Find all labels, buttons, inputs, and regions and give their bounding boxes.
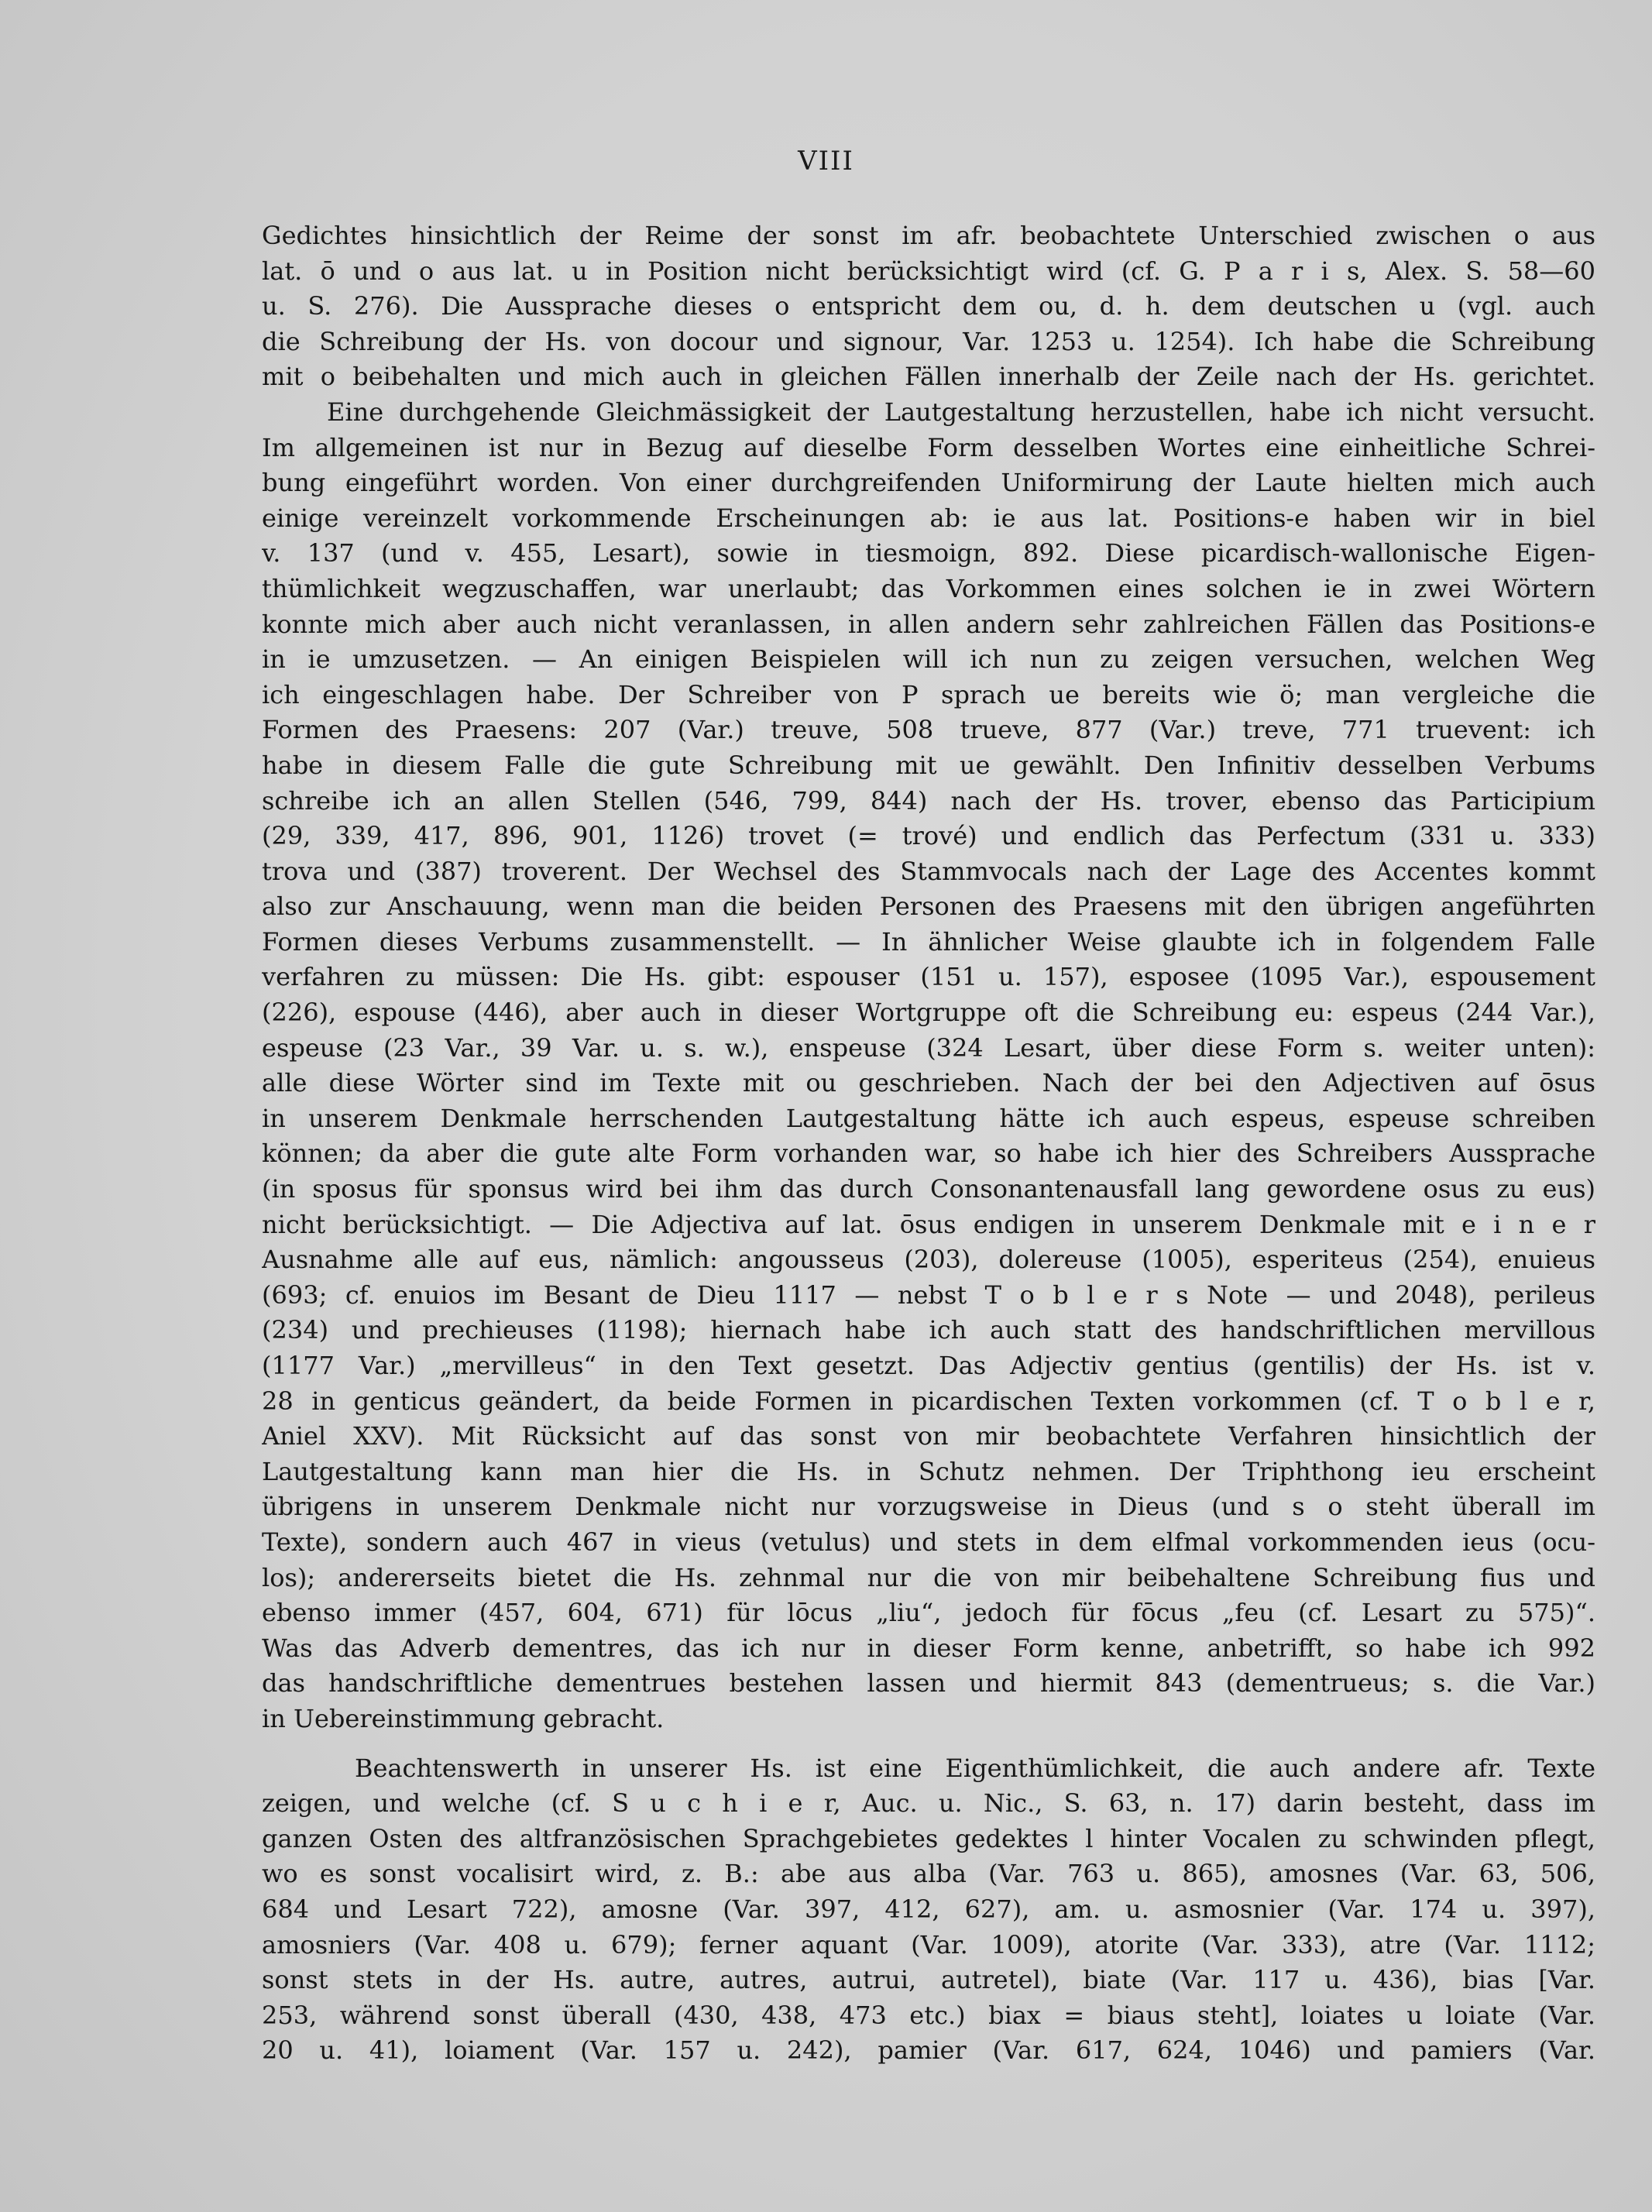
text-line: schreibe ich an allen Stellen (546, 799, 844) nach der Hs. trover, ebenso das Participium xyxy=(262,785,1595,816)
text-line: mit o beibehalten und mich auch in gleichen Fällen innerhalb der Zeile nach der Hs. gerichtet. xyxy=(262,362,1595,392)
text-line: thümlichkeit wegzuschaffen, war unerlaubt; das Vorkommen eines solchen ie in zwei Wörtern xyxy=(262,573,1595,603)
text-line: die Schreibung der Hs. von docour und signour, Var. 1253 u. 1254). Ich habe die Schreibung xyxy=(262,326,1595,356)
text-line: Formen des Praesens: 207 (Var.) treuve, 508 trueve, 877 (Var.) treve, 771 truevent: ich xyxy=(262,715,1595,745)
text-line: verfahren zu müssen: Die Hs. gibt: espouser (151 u. 157), esposee (1095 Var.), espousement xyxy=(262,962,1595,992)
text-line: einige vereinzelt vorkommende Erscheinungen ab: ie aus lat. Positions-e haben wir in biel xyxy=(262,503,1595,533)
text-line: Beachtenswerth in unserer Hs. ist eine Eigenthümlichkeit, die auch andere afr. Texte xyxy=(355,1753,1595,1783)
text-line: v. 137 (und v. 455, Lesart), sowie in tiesmoign, 892. Diese picardisch-wallonische Eigen- xyxy=(262,538,1595,568)
text-line: können; da aber die gute alte Form vorhanden war, so habe ich hier des Schreibers Aussprache xyxy=(262,1139,1595,1169)
text-line: habe in diesem Falle die gute Schreibung mit ue gewählt. Den Infinitiv desselben Verbums xyxy=(262,750,1595,780)
text-line: konnte mich aber auch nicht veranlassen, in allen andern sehr zahlreichen Fällen das Positions-e xyxy=(262,609,1595,639)
text-line: wo es sonst vocalisirt wird, z. B.: abe aus alba (Var. 763 u. 865), amosnes (Var. 63, 506, xyxy=(262,1859,1595,1889)
text-line: Aniel XXV). Mit Rücksicht auf das sonst von mir beobachtete Verfahren hinsichtlich der xyxy=(262,1421,1595,1451)
text-line: sonst stets in der Hs. autre, autres, autrui, autretel), biate (Var. 117 u. 436), bias [Var. xyxy=(262,1965,1595,1995)
text-line: (in sposus für sponsus wird bei ihm das durch Consonantenausfall lang gewordene osus zu eus) xyxy=(262,1174,1595,1204)
text-line: in Uebereinstimmung gebracht. xyxy=(262,1703,665,1733)
text-line: Ausnahme alle auf eus, nämlich: angousseus (203), dolereuse (1005), esperiteus (254), enuieus xyxy=(262,1245,1595,1275)
text-line: los); andererseits bietet die Hs. zehnmal nur die von mir beibehaltene Schreibung fius und xyxy=(262,1562,1595,1592)
paragraph-1 xyxy=(262,218,1595,395)
paragraph-3 xyxy=(262,1751,1595,2069)
text-line: (1177 Var.) „mervilleus“ in den Text gesetzt. Das Adjectiv gentius (gentilis) der Hs. ist v. xyxy=(262,1351,1595,1380)
text-line: Gedichtes hinsichtlich der Reime der sonst im afr. beobachtete Unterschied zwischen o aus xyxy=(262,221,1595,250)
body-text xyxy=(262,218,1595,2069)
text-line: übrigens in unserem Denkmale nicht nur vorzugsweise in Dieus (und s o steht überall im xyxy=(262,1492,1595,1522)
text-line: Eine durchgehende Gleichmässigkeit der Lautgestaltung herzustellen, habe ich nicht versucht. xyxy=(327,397,1595,427)
text-line: ebenso immer (457, 604, 671) für lōcus „liu“, jedoch für fōcus „feu (cf. Lesart zu 575)“. xyxy=(262,1598,1595,1628)
text-line: trova und (387) troverent. Der Wechsel des Stammvocals nach der Lage des Accentes kommt xyxy=(262,856,1595,886)
text-line: (693; cf. enuios im Besant de Dieu 1117 — nebst T o b l e r s Note — und 2048), perileus xyxy=(262,1279,1595,1310)
text-line: in ie umzusetzen. — An einigen Beispielen will ich nun zu zeigen versuchen, welchen Weg xyxy=(262,644,1595,675)
text-line: alle diese Wörter sind im Texte mit ou geschrieben. Nach der bei den Adjectiven auf ōsus xyxy=(262,1068,1595,1098)
text-line: in unserem Denkmale herrschenden Lautgestaltung hätte ich auch espeus, espeuse schreiben xyxy=(262,1103,1595,1133)
text-line: Formen dieses Verbums zusammenstellt. — In ähnlicher Weise glaubte ich in folgendem Falle xyxy=(262,926,1595,957)
text-line: lat. ō und o aus lat. u in Position nicht berücksichtigt wird (cf. G. P a r i s, Alex. S. 58—60 xyxy=(262,256,1595,286)
page-number: VIII xyxy=(798,146,854,177)
text-line: (226), espouse (446), aber auch in dieser Wortgruppe oft die Schreibung eu: espeus (244 Var.), xyxy=(262,998,1595,1028)
text-line: 28 in genticus geändert, da beide Formen in picardischen Texten vorkommen (cf. T o b l e r, xyxy=(262,1386,1595,1416)
text-line: u. S. 276). Die Aussprache dieses o entspricht dem ou, d. h. dem deutschen u (vgl. auch xyxy=(262,291,1595,321)
text-line: 20 u. 41), loiament (Var. 157 u. 242), pamier (Var. 617, 624, 1046) und pamiers (Var. xyxy=(262,2035,1595,2066)
text-line: Lautgestaltung kann man hier die Hs. in Schutz nehmen. Der Triphthong ieu erscheint xyxy=(262,1456,1595,1486)
text-line: bung eingeführt worden. Von einer durchgreifenden Uniformirung der Laute hielten mich auch xyxy=(262,468,1595,498)
text-line: espeuse (23 Var., 39 Var. u. s. w.), enspeuse (324 Lesart, über diese Form s. weiter unten): xyxy=(262,1032,1595,1063)
text-line: nicht berücksichtigt. — Die Adjectiva auf lat. ōsus endigen in unserem Denkmale mit e i n e r xyxy=(262,1209,1595,1239)
text-line: ganzen Osten des altfranzösischen Sprachgebietes gedektes l hinter Vocalen zu schwinden pflegt, xyxy=(262,1823,1595,1853)
text-line: ich eingeschlagen habe. Der Schreiber von P sprach ue bereits wie ö; man vergleiche die xyxy=(262,679,1595,709)
paragraph-2 xyxy=(262,395,1595,1737)
text-line: Texte), sondern auch 467 in vieus (vetulus) und stets in dem elfmal vorkommenden ieus (ocu- xyxy=(262,1527,1595,1557)
paragraph-gap xyxy=(262,1737,1595,1751)
text-line: Im allgemeinen ist nur in Bezug auf dieselbe Form desselben Wortes eine einheitliche Schrei- xyxy=(262,432,1595,462)
text-line: 253, während sonst überall (430, 438, 473 etc.) biax = biaus steht], loiates u loiate (Var. xyxy=(262,2000,1595,2030)
text-line: (29, 339, 417, 896, 901, 1126) trovet (= trové) und endlich das Perfectum (331 u. 333) xyxy=(262,821,1595,851)
text-line: (234) und prechieuses (1198); hiernach habe ich auch statt des handschriftlichen mervillous xyxy=(262,1315,1595,1345)
text-line: zeigen, und welche (cf. S u c h i e r, Auc. u. Nic., S. 63, n. 17) darin besteht, dass im xyxy=(262,1788,1595,1819)
text-line: 684 und Lesart 722), amosne (Var. 397, 412, 627), am. u. asmosnier (Var. 174 u. 397), xyxy=(262,1894,1595,1924)
text-line: also zur Anschauung, wenn man die beiden Personen des Praesens mit den übrigen angeführten xyxy=(262,891,1595,922)
text-line: Was das Adverb dementres, das ich nur in dieser Form kenne, anbetrifft, so habe ich 992 xyxy=(262,1633,1595,1663)
text-line: amosniers (Var. 408 u. 679); ferner aquant (Var. 1009), atorite (Var. 333), atre (Var. 1112; xyxy=(262,1929,1595,1960)
text-line: das handschriftliche dementrues bestehen lassen und hiermit 843 (dementrueus; s. die Var.) xyxy=(262,1668,1595,1698)
